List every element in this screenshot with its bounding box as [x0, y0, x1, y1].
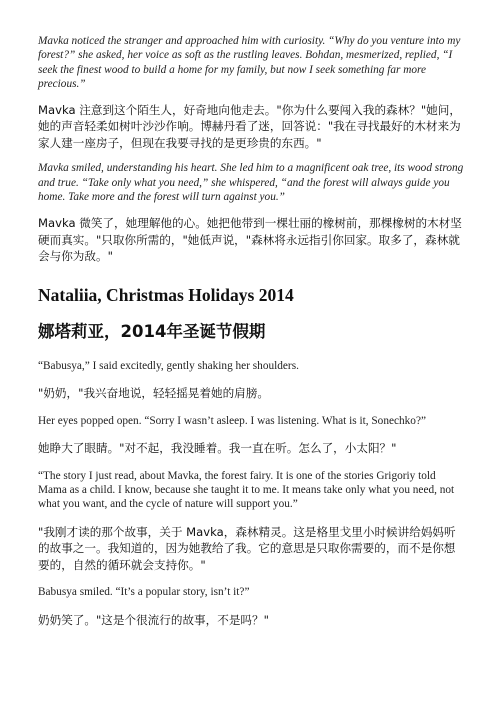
- dialogue-paragraph-en: Babusya smiled. “It’s a popular story, isn’t it?”: [38, 586, 250, 599]
- dialogue-paragraph-en: “Babusya,” I said excitedly, gently shaking her shoulders.: [38, 359, 299, 372]
- section-heading-zh: 娜塔莉亚，2014年圣诞节假期: [38, 321, 266, 341]
- section-heading-en: Nataliia, Christmas Holidays 2014: [38, 284, 294, 305]
- dialogue-paragraph-zh: "我刚才读的那个故事，关于 Mavka，森林精灵。这是格里戈里小时候讲给妈妈听的故事之一。我知道的，因为她教给了我。它的意思是只取你需要的，而不是你想要的，自然的循环就会支持你。": [38, 524, 456, 572]
- story-paragraph-en-2: Mavka smiled, understanding his heart. She led him to a magnificent oak tree, its wood strong and true. “Take only what you need,” she whispered, “and the forest will always guide you home. Take more and the forest will turn against you.”: [38, 162, 464, 203]
- dialogue-paragraph-en: Her eyes popped open. “Sorry I wasn’t asleep. I was listening. What is it, Sonechko?”: [38, 414, 426, 427]
- story-paragraph-zh-1: Mavka 注意到这个陌生人，好奇地向他走去。"你为什么要闯入我的森林？"她问，她的声音轻柔如树叶沙沙作响。博赫丹看了迷，回答说："我在寻找最好的木材来为家人建一座房子，但现在我要寻找的是更珍贵的东西。": [38, 102, 461, 150]
- story-paragraph-en-1: Mavka noticed the stranger and approached him with curiosity. “Why do you venture into my forest?” she asked, her voice as soft as the rustling leaves. Bohdan, mesmerized, replied, “I seek the finest wood to build a home for my family, but now I seek something far more precious.”: [38, 35, 461, 91]
- dialogue-paragraph-zh: 她睁大了眼睛。"对不起，我没睡着。我一直在听。怎么了，小太阳？": [38, 441, 397, 456]
- dialogue-paragraph-en: “The story I just read, about Mavka, the forest fairy. It is one of the stories Grigoriy told Mama as a child. I know, because she taught it to me. It means take only what you need, not what you want, and the cycle of nature will support you.”: [38, 469, 455, 511]
- dialogue-paragraph-zh: 奶奶笑了。"这是个很流行的故事，不是吗？": [38, 612, 269, 627]
- story-paragraph-zh-2: Mavka 微笑了，她理解他的心。她把他带到一棵壮丽的橡树前，那棵橡树的木材坚硬而真实。"只取你所需的，"她低声说，"森林将永远指引你回家。取多了，森林就会与你为敌。": [38, 216, 462, 264]
- dialogue-paragraph-zh: "奶奶，"我兴奋地说，轻轻摇晃着她的肩膀。: [38, 386, 269, 401]
